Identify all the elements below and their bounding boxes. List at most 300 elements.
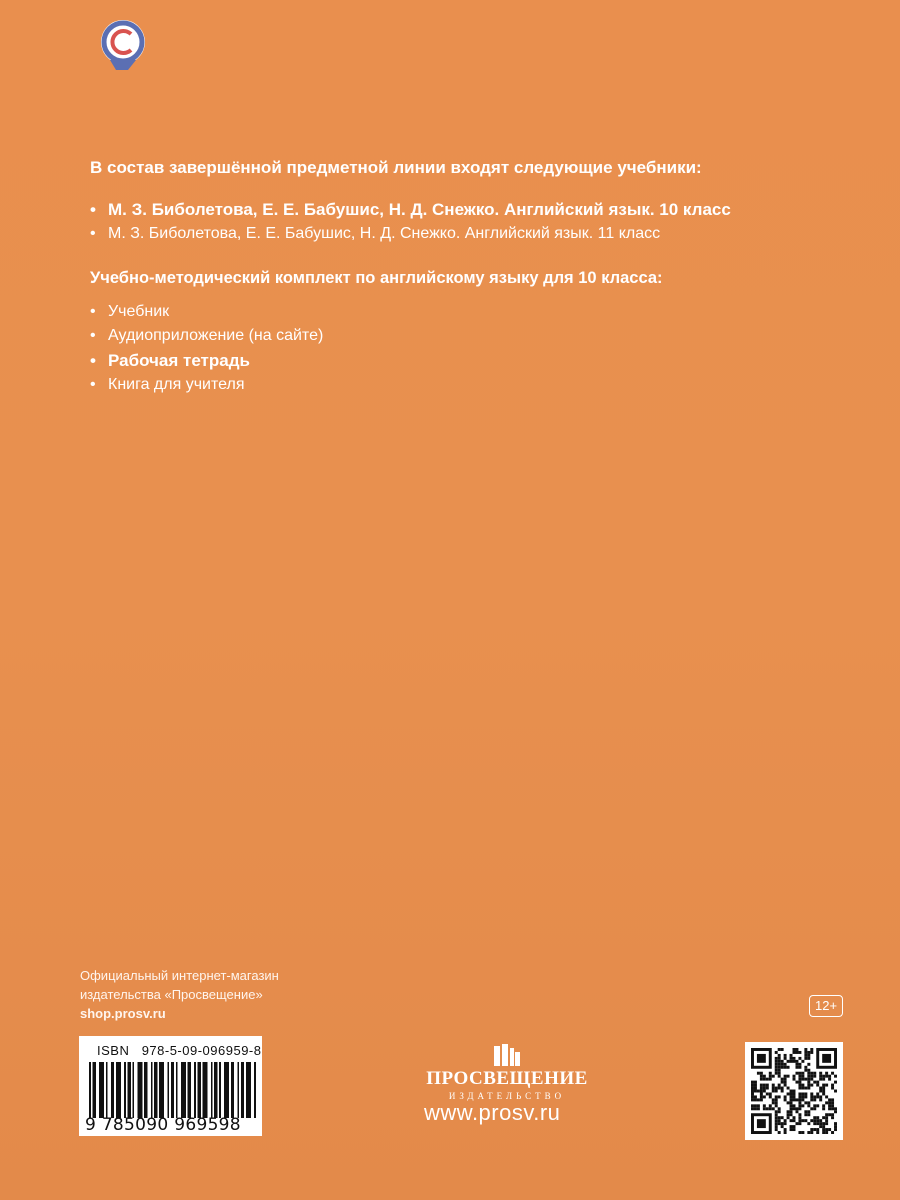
qr-module	[813, 1122, 816, 1125]
qr-module	[828, 1113, 831, 1116]
qr-module	[828, 1075, 831, 1078]
barcode-bar	[116, 1062, 118, 1118]
qr-module	[804, 1048, 807, 1051]
qr-code-icon	[751, 1048, 837, 1134]
shop-link[interactable]: shop.prosv.ru	[80, 1006, 166, 1021]
barcode-icon	[89, 1062, 257, 1118]
qr-module	[816, 1119, 819, 1122]
qr-module	[834, 1107, 837, 1110]
qr-module	[831, 1087, 834, 1090]
qr-module	[801, 1104, 804, 1107]
qr-module	[831, 1113, 834, 1116]
barcode-bar	[214, 1062, 216, 1118]
qr-module	[778, 1069, 781, 1072]
qr-module	[834, 1081, 837, 1084]
qr-module	[798, 1057, 801, 1060]
qr-code-block[interactable]	[745, 1042, 843, 1140]
qr-module	[819, 1087, 822, 1090]
qr-module	[795, 1072, 798, 1075]
qr-module	[795, 1051, 798, 1054]
barcode-bar	[163, 1062, 165, 1118]
qr-module	[775, 1090, 778, 1093]
barcode-bar	[156, 1062, 158, 1118]
qr-module	[804, 1095, 807, 1098]
qr-module	[790, 1098, 793, 1101]
qr-module	[769, 1092, 772, 1095]
qr-module	[757, 1090, 760, 1093]
barcode-bar	[254, 1062, 256, 1118]
qr-module	[831, 1072, 834, 1075]
qr-module	[790, 1128, 793, 1131]
barcode-bar	[199, 1062, 201, 1118]
barcode-bar	[161, 1062, 163, 1118]
qr-module	[775, 1110, 778, 1113]
qr-module	[825, 1101, 828, 1104]
qr-module	[813, 1107, 816, 1110]
qr-module	[775, 1125, 778, 1128]
qr-module	[798, 1104, 801, 1107]
textbook-list	[90, 198, 860, 245]
qr-module	[801, 1119, 804, 1122]
qr-module	[819, 1072, 822, 1075]
qr-module	[751, 1081, 754, 1084]
barcode-bar	[228, 1062, 230, 1118]
qr-module	[778, 1063, 781, 1066]
qr-module	[751, 1090, 754, 1093]
qr-module	[784, 1128, 787, 1131]
qr-module	[775, 1128, 778, 1131]
qr-module	[787, 1092, 790, 1095]
barcode-bar	[171, 1062, 173, 1118]
qr-module	[751, 1104, 754, 1107]
qr-module	[769, 1107, 772, 1110]
qr-module	[816, 1095, 819, 1098]
barcode-bar	[203, 1062, 205, 1118]
qr-module	[798, 1051, 801, 1054]
qr-module	[793, 1092, 796, 1095]
qr-module	[804, 1101, 807, 1104]
qr-module	[831, 1098, 834, 1101]
qr-module	[813, 1072, 816, 1075]
qr-module	[798, 1116, 801, 1119]
qr-module	[793, 1075, 796, 1078]
qr-module	[787, 1113, 790, 1116]
barcode-bar	[211, 1062, 213, 1118]
qr-module	[807, 1113, 810, 1116]
qr-module	[801, 1098, 804, 1101]
qr-module	[816, 1128, 819, 1131]
qr-module	[793, 1116, 796, 1119]
barcode-bar	[173, 1062, 175, 1118]
qr-module	[751, 1084, 754, 1087]
qr-module	[804, 1051, 807, 1054]
qr-module	[778, 1057, 781, 1060]
qr-module	[781, 1122, 784, 1125]
qr-module	[798, 1084, 801, 1087]
qr-module	[807, 1057, 810, 1060]
barcode-bar	[141, 1062, 143, 1118]
qr-module	[807, 1069, 810, 1072]
qr-module	[813, 1098, 816, 1101]
qr-module	[825, 1131, 828, 1134]
qr-module	[819, 1090, 822, 1093]
qr-module	[781, 1048, 784, 1051]
qr-module	[784, 1075, 787, 1078]
qr-module	[795, 1060, 798, 1063]
barcode-bar	[249, 1062, 251, 1118]
barcode-bar	[231, 1062, 233, 1118]
qr-module	[760, 1092, 763, 1095]
qr-module	[831, 1107, 834, 1110]
qr-module	[763, 1107, 766, 1110]
barcode-bar	[248, 1062, 250, 1118]
barcode-bar	[146, 1062, 148, 1118]
qr-module	[795, 1098, 798, 1101]
qr-module	[825, 1113, 828, 1116]
barcode-bar	[204, 1062, 206, 1118]
qr-module	[787, 1087, 790, 1090]
qr-module	[775, 1057, 778, 1060]
qr-module	[807, 1131, 810, 1134]
barcode-bar	[168, 1062, 170, 1118]
qr-module	[790, 1092, 793, 1095]
qr-module	[819, 1122, 822, 1125]
qr-module	[801, 1078, 804, 1081]
qr-module	[787, 1066, 790, 1069]
qr-module	[760, 1084, 763, 1087]
publisher-name: ПРОСВЕЩЕНИЕ	[426, 1068, 588, 1089]
barcode-bar	[243, 1062, 245, 1118]
qr-module	[775, 1113, 778, 1116]
qr-module	[784, 1098, 787, 1101]
barcode-bar	[103, 1062, 105, 1118]
qr-module	[804, 1066, 807, 1069]
barcode-bar	[181, 1062, 183, 1118]
barcode-bar	[101, 1062, 103, 1118]
qr-module	[790, 1107, 793, 1110]
qr-module	[790, 1095, 793, 1098]
qr-module	[813, 1119, 816, 1122]
qr-module	[778, 1122, 781, 1125]
qr-module	[810, 1051, 813, 1054]
qr-module	[775, 1051, 778, 1054]
qr-module	[793, 1098, 796, 1101]
qr-module	[810, 1072, 813, 1075]
qr-module	[819, 1095, 822, 1098]
qr-module	[804, 1057, 807, 1060]
publisher-logo[interactable]	[412, 1044, 602, 1102]
barcode-bar	[144, 1062, 146, 1118]
barcode-bar	[151, 1062, 153, 1118]
qr-module	[807, 1084, 810, 1087]
qr-module	[822, 1084, 825, 1087]
qr-module	[787, 1101, 790, 1104]
qr-module	[775, 1119, 778, 1122]
qr-module	[754, 1095, 757, 1098]
qr-module	[790, 1110, 793, 1113]
barcode-bar	[226, 1062, 228, 1118]
publisher-mark-icon	[492, 1044, 522, 1068]
barcode-digits: 9 785090 969598	[85, 1115, 241, 1135]
qr-module	[793, 1107, 796, 1110]
qr-module	[766, 1087, 769, 1090]
qr-module	[798, 1122, 801, 1125]
qr-module	[793, 1128, 796, 1131]
barcode-bar	[194, 1062, 196, 1118]
qr-module	[778, 1095, 781, 1098]
qr-module	[801, 1060, 804, 1063]
qr-module	[778, 1107, 781, 1110]
isbn-barcode-block	[79, 1036, 262, 1136]
barcode-bar	[119, 1062, 121, 1118]
qr-module	[798, 1101, 801, 1104]
textbook-item: • М. З. Биболетова, Е. Е. Бабушис, Н. Д. Снежко. Английский язык. 10 класс	[90, 198, 860, 221]
qr-module	[810, 1095, 813, 1098]
qr-module	[778, 1060, 781, 1063]
qr-module	[754, 1084, 757, 1087]
qr-module	[810, 1098, 813, 1101]
qr-module	[795, 1122, 798, 1125]
qr-module	[816, 1122, 819, 1125]
qr-module	[822, 1122, 825, 1125]
barcode-bar	[138, 1062, 140, 1118]
qr-module	[790, 1125, 793, 1128]
barcode-bar	[93, 1062, 95, 1118]
qr-module	[763, 1095, 766, 1098]
shop-info	[80, 966, 279, 1023]
barcode-bar	[224, 1062, 226, 1118]
qr-module	[831, 1104, 834, 1107]
barcode-bar	[139, 1062, 141, 1118]
qr-module	[787, 1060, 790, 1063]
qr-module	[757, 1072, 760, 1075]
barcode-bar	[89, 1062, 91, 1118]
qr-module	[778, 1084, 781, 1087]
qr-module	[831, 1084, 834, 1087]
qr-module	[760, 1090, 763, 1093]
qr-module	[766, 1078, 769, 1081]
barcode-bar	[118, 1062, 120, 1118]
qr-module	[751, 1098, 754, 1101]
qr-module	[763, 1087, 766, 1090]
qr-module	[825, 1075, 828, 1078]
qr-module	[754, 1081, 757, 1084]
qr-module	[772, 1098, 775, 1101]
qr-module	[795, 1063, 798, 1066]
qr-module	[754, 1090, 757, 1093]
qr-module	[813, 1104, 816, 1107]
qr-module	[784, 1119, 787, 1122]
qr-module	[798, 1081, 801, 1084]
qr-module	[790, 1101, 793, 1104]
qr-module	[813, 1081, 816, 1084]
qr-module	[822, 1116, 825, 1119]
textbook-item: • М. З. Биболетова, Е. Е. Бабушис, Н. Д. Снежко. Английский язык. 11 класс	[90, 223, 860, 245]
qr-module	[760, 1095, 763, 1098]
qr-module	[825, 1095, 828, 1098]
qr-module	[775, 1095, 778, 1098]
barcode-bar	[128, 1062, 130, 1118]
publisher-website-link[interactable]: www.prosv.ru	[424, 1100, 561, 1125]
qr-module	[816, 1084, 819, 1087]
qr-module	[798, 1075, 801, 1078]
qr-module	[813, 1116, 816, 1119]
qr-module	[769, 1104, 772, 1107]
qr-module	[784, 1122, 787, 1125]
qr-module	[793, 1104, 796, 1107]
barcode-bar	[129, 1062, 131, 1118]
qr-module	[760, 1072, 763, 1075]
qr-module	[793, 1095, 796, 1098]
qr-module	[787, 1075, 790, 1078]
qr-module	[784, 1057, 787, 1060]
qr-module	[825, 1084, 828, 1087]
qr-module	[828, 1101, 831, 1104]
qr-module	[760, 1098, 763, 1101]
qr-module	[828, 1078, 831, 1081]
qr-module	[825, 1072, 828, 1075]
barcode-bar	[241, 1062, 243, 1118]
barcode-bar	[219, 1062, 221, 1118]
qr-module	[784, 1084, 787, 1087]
qr-module	[816, 1116, 819, 1119]
qr-module	[804, 1119, 807, 1122]
qr-module	[822, 1107, 825, 1110]
qr-module	[763, 1104, 766, 1107]
qr-module	[807, 1078, 810, 1081]
qr-module	[816, 1131, 819, 1134]
prosveshchenie-globe-logo-icon	[92, 16, 154, 78]
qr-module	[775, 1104, 778, 1107]
qr-module	[760, 1075, 763, 1078]
qr-module	[793, 1051, 796, 1054]
qr-module	[790, 1090, 793, 1093]
qr-module	[754, 1104, 757, 1107]
qr-module	[828, 1128, 831, 1131]
qr-module	[793, 1125, 796, 1128]
qr-module	[775, 1116, 778, 1119]
qr-module	[772, 1090, 775, 1093]
qr-module	[822, 1075, 825, 1078]
qr-module	[834, 1110, 837, 1113]
qr-module	[807, 1072, 810, 1075]
qr-module	[798, 1098, 801, 1101]
qr-module	[760, 1087, 763, 1090]
qr-module	[819, 1078, 822, 1081]
qr-module	[778, 1087, 781, 1090]
qr-module	[787, 1110, 790, 1113]
qr-module	[798, 1072, 801, 1075]
barcode-bar	[159, 1062, 161, 1118]
qr-module	[790, 1060, 793, 1063]
qr-module	[798, 1063, 801, 1066]
qr-module	[807, 1054, 810, 1057]
qr-module	[766, 1092, 769, 1095]
qr-module	[793, 1119, 796, 1122]
qr-module	[784, 1066, 787, 1069]
qr-module	[831, 1131, 834, 1134]
qr-module	[804, 1092, 807, 1095]
qr-module	[790, 1104, 793, 1107]
qr-module	[775, 1072, 778, 1075]
qr-module	[790, 1113, 793, 1116]
qr-module	[816, 1104, 819, 1107]
qr-module	[784, 1063, 787, 1066]
qr-module	[807, 1122, 810, 1125]
qr-module	[822, 1054, 831, 1063]
qr-module	[813, 1095, 816, 1098]
qr-module	[810, 1084, 813, 1087]
qr-module	[810, 1075, 813, 1078]
qr-module	[798, 1113, 801, 1116]
qr-module	[807, 1075, 810, 1078]
qr-module	[778, 1110, 781, 1113]
barcode-bar	[111, 1062, 113, 1118]
qr-module	[819, 1125, 822, 1128]
qr-module	[816, 1092, 819, 1095]
qr-module	[801, 1092, 804, 1095]
content-block	[90, 156, 860, 398]
qr-module	[834, 1128, 837, 1131]
qr-module	[828, 1107, 831, 1110]
qr-module	[798, 1107, 801, 1110]
qr-module	[804, 1113, 807, 1116]
qr-module	[804, 1054, 807, 1057]
qr-module	[807, 1081, 810, 1084]
qr-module	[775, 1069, 778, 1072]
qr-module	[784, 1054, 787, 1057]
qr-module	[751, 1092, 754, 1095]
qr-module	[801, 1087, 804, 1090]
qr-module	[807, 1087, 810, 1090]
qr-module	[822, 1087, 825, 1090]
qr-module	[831, 1101, 834, 1104]
qr-module	[754, 1107, 757, 1110]
qr-module	[775, 1087, 778, 1090]
publisher-subtitle: ИЗДАТЕЛЬСТВО	[448, 1091, 566, 1101]
barcode-bar	[184, 1062, 186, 1118]
kit-item: • Рабочая тетрадь	[90, 349, 860, 372]
qr-module	[781, 1087, 784, 1090]
qr-module	[798, 1078, 801, 1081]
qr-module	[798, 1119, 801, 1122]
qr-module	[834, 1125, 837, 1128]
qr-module	[781, 1078, 784, 1081]
qr-module	[831, 1116, 834, 1119]
barcode-bar	[176, 1062, 178, 1118]
qr-module	[822, 1090, 825, 1093]
qr-module	[790, 1057, 793, 1060]
qr-module	[793, 1090, 796, 1093]
qr-module	[763, 1090, 766, 1093]
qr-module	[784, 1078, 787, 1081]
age-rating-badge: 12+	[809, 995, 843, 1017]
qr-module	[775, 1122, 778, 1125]
textbook-line-heading: В состав завершённой предметной линии входят следующие учебники:	[90, 158, 702, 177]
qr-module	[751, 1107, 754, 1110]
barcode-bar	[189, 1062, 191, 1118]
isbn-label: ISBN 978-5-09-096959-8	[97, 1043, 262, 1058]
qr-module	[804, 1110, 807, 1113]
qr-module	[763, 1075, 766, 1078]
qr-module	[801, 1075, 804, 1078]
qr-module	[784, 1081, 787, 1084]
qr-module	[801, 1072, 804, 1075]
qr-module	[775, 1101, 778, 1104]
qr-module	[807, 1104, 810, 1107]
qr-module	[804, 1069, 807, 1072]
qr-module	[757, 1098, 760, 1101]
